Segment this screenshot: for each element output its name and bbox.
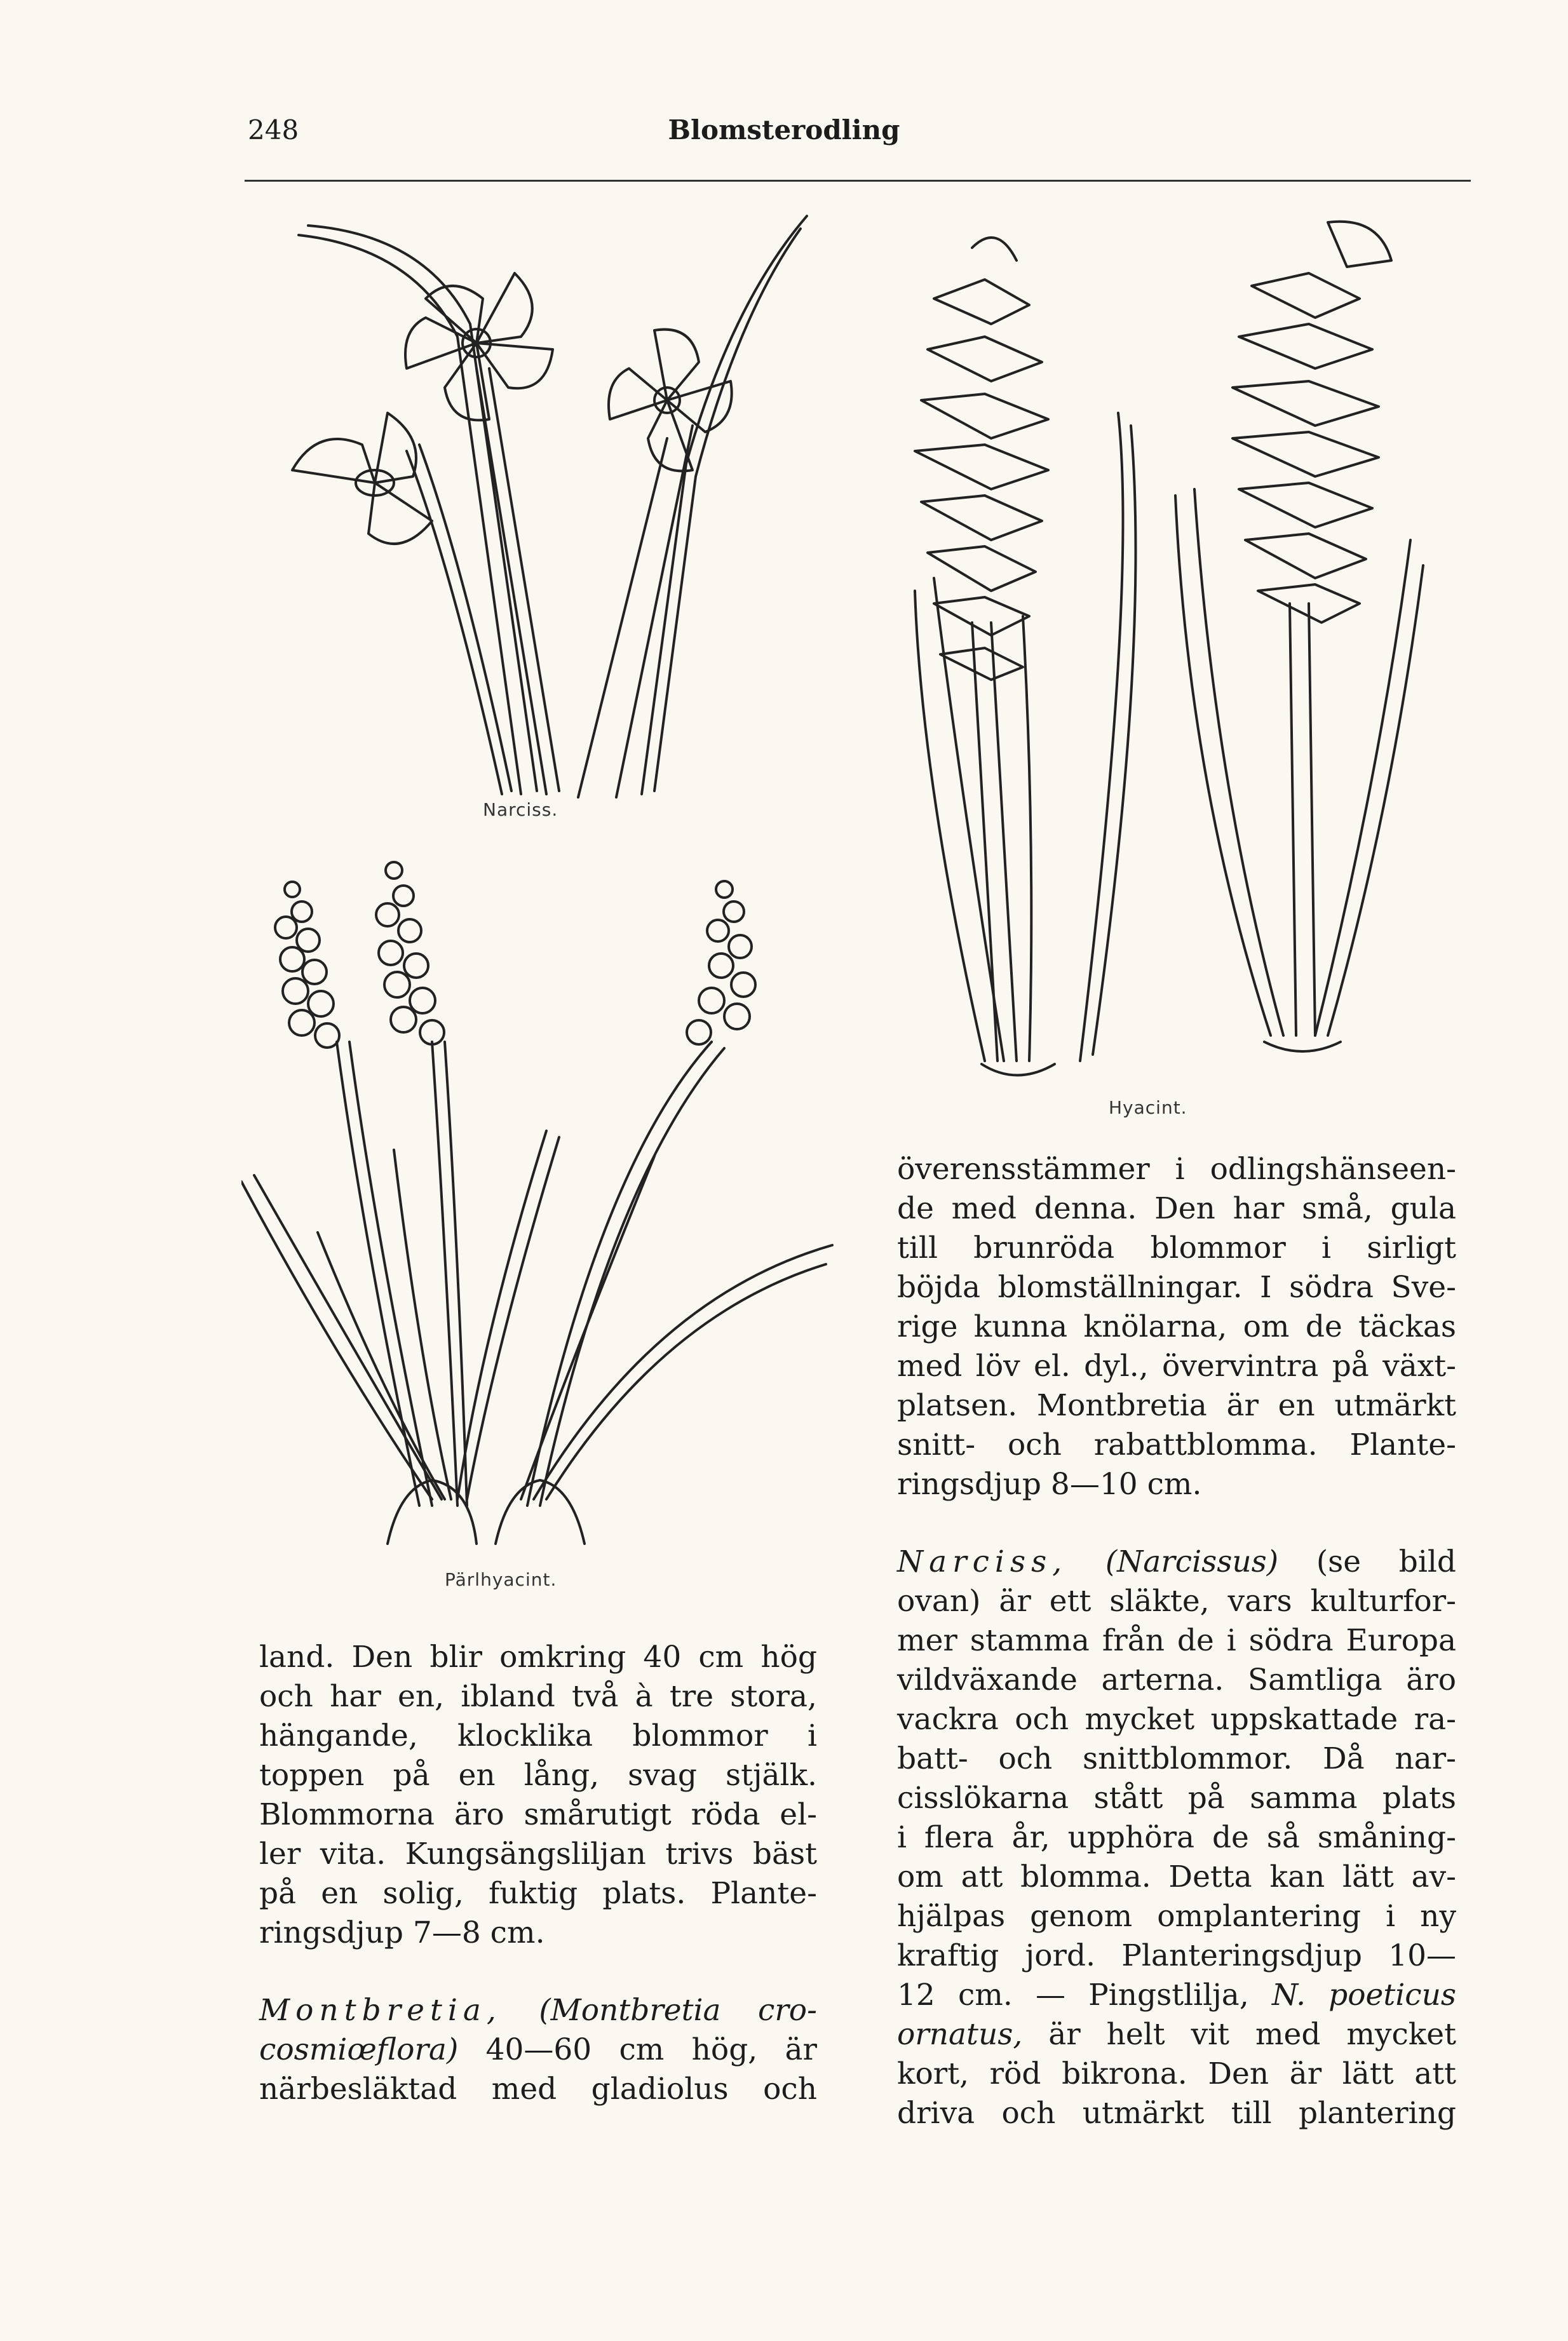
text-line <box>897 1542 1456 1582</box>
narcissus-ref: (se bild <box>1316 1544 1456 1579</box>
text-line: mer stamma från de i södra Europa <box>897 1623 1456 1658</box>
poeticus-latin: N. poeticus <box>1271 1978 1457 2013</box>
text-line: överensstämmer i odlingshänseen- <box>897 1152 1456 1187</box>
text-line: om att blomma. Detta kan lätt av- <box>897 1859 1456 1894</box>
text-line: ler vita. Kungsängsliljan trivs bäst <box>259 1837 817 1872</box>
text-line: och har en, ibland två à tre stora, <box>259 1679 817 1714</box>
text-line: driva och utmärkt till plantering <box>897 2096 1456 2131</box>
text-line: närbesläktad med gladiolus och <box>259 2072 817 2107</box>
running-title: Blomsterodling <box>668 114 900 145</box>
text-line: i flera år, upphöra de så småning- <box>897 1820 1456 1855</box>
text-line: till brunröda blommor i sirligt <box>897 1231 1456 1265</box>
text-line: toppen på en lång, svag stjälk. <box>259 1758 817 1793</box>
text-line <box>897 1976 1456 2015</box>
hyacinth-caption: Hyacint. <box>1109 1097 1187 1118</box>
text-line: land. Den blir omkring 40 cm hög <box>259 1640 817 1675</box>
right-text-column <box>897 1150 1456 2133</box>
text-line: vildväxande arterna. Samtliga äro <box>897 1663 1456 1697</box>
text-line <box>897 2015 1456 2054</box>
ornatus-desc: är helt vit med mycket <box>1048 2017 1456 2052</box>
text-line: cisslökarna stått på samma plats <box>897 1781 1456 1816</box>
narcissus-caption: Narciss. <box>483 799 558 820</box>
text-line: hjälpas genom omplantering i ny <box>897 1899 1456 1934</box>
text-line: böjda blomställningar. I södra Sve- <box>897 1270 1456 1305</box>
page-number: 248 <box>248 114 299 145</box>
pingstlilja-text: 12 cm. — Pingstlilja, <box>897 1978 1249 2013</box>
narcissus-latin: (Narcissus) <box>1105 1544 1279 1579</box>
montbretia-latin: (Montbretia cro- <box>539 1993 817 2028</box>
text-line: hängande, klocklika blommor i <box>259 1718 817 1753</box>
left-text-column <box>259 1638 817 2109</box>
text-line: kraftig jord. Planteringsdjup 10— <box>897 1938 1456 1973</box>
text-line: batt- och snittblommor. Då nar- <box>897 1741 1456 1776</box>
montbretia-term: Montbretia, <box>259 1993 502 2028</box>
text-line: snitt- och rabattblomma. Plante- <box>897 1427 1456 1462</box>
text-line: ovan) är ett släkte, vars kulturfor- <box>897 1584 1456 1619</box>
grape-hyacinth-caption: Pärlhyacint. <box>445 1569 557 1590</box>
text-line: ringsdjup 7—8 cm. <box>259 1915 545 1950</box>
text-line: Blommorna äro smårutigt röda el- <box>259 1797 817 1832</box>
text-line: de med denna. Den har små, gula <box>897 1191 1456 1226</box>
text-line: platsen. Montbretia är en utmärkt <box>897 1388 1456 1423</box>
text-line: ringsdjup 8—10 cm. <box>897 1467 1202 1502</box>
montbretia-latin-cont: cosmiœflora) <box>259 2032 459 2067</box>
text-line <box>259 2030 817 2070</box>
text-line <box>259 1991 817 2030</box>
text-line: rige kunna knölarna, om de täckas <box>897 1309 1456 1344</box>
ornatus-latin: ornatus, <box>897 2017 1023 2052</box>
text-line: kort, röd bikrona. Den är lätt att <box>897 2056 1456 2091</box>
text-line: med löv el. dyl., övervintra på växt- <box>897 1349 1456 1384</box>
text-line: vackra och mycket uppskattade ra- <box>897 1702 1456 1737</box>
grape-hyacinth-drawing-icon <box>241 851 839 1575</box>
narcissus-term: Narciss, <box>897 1544 1068 1579</box>
montbretia-height: 40—60 cm hög, är <box>485 2032 817 2067</box>
header-rule <box>245 180 1471 182</box>
text-line: på en solig, fuktig plats. Plante- <box>259 1876 817 1911</box>
hyacinth-drawing-icon <box>870 210 1461 1099</box>
narcissus-drawing-icon <box>248 210 820 807</box>
